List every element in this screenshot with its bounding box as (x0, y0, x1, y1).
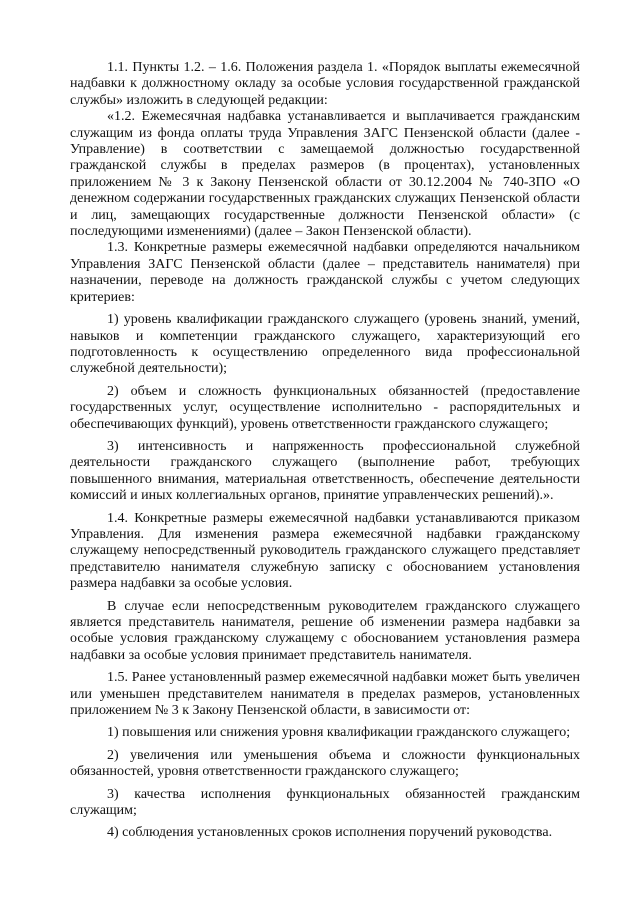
paragraph-1-4-exception: В случае если непосредственным руководителем гражданского служащего является представитель нанимателя, решение об изменении размера надбавки за особые условия гражданскому служащему с обоснованием установления размера надбавки за особые условия принимает представитель нанимателя. (70, 598, 580, 663)
paragraph-1-2: «1.2. Ежемесячная надбавка устанавливается и выплачивается гражданским служащим из фонда оплаты труда Управления ЗАГС Пензенской области (далее - Управление) в соответствии с замещаемой должностью государственной гражданской службы в пределах размеров (в процентах), установленных приложением № 3 к Закону Пензенской области от 30.12.2004 № 740-ЗПО «О денежном содержании государственных гражданских служащих Пензенской области и лиц, замещающих государственные должности Пензенской области» (с последующими изменениями) (далее – Закон Пензенской области). (70, 109, 580, 240)
paragraph-1-5: 1.5. Ранее установленный размер ежемесячной надбавки может быть увеличен или уменьшен представителем нанимателя в пределах размеров, установленных приложением № 3 к Закону Пензенской области, в зависимости от: (70, 670, 580, 719)
paragraph-1-1: 1.1. Пункты 1.2. – 1.6. Положения раздела 1. «Порядок выплаты ежемесячной надбавки к должностному окладу за особые условия государственной гражданской службы» изложить в следующей редакции: (70, 60, 580, 108)
criterion-1: 1) уровень квалификации гражданского служащего (уровень знаний, умений, навыков и компетенции гражданского служащего, характеризующий его подготовленность к осуществлению определенного вида профессиональной служебной деятельности); (70, 312, 580, 377)
condition-2: 2) увеличения или уменьшения объема и сложности функциональных обязанностей, уровня ответственности гражданского служащего; (70, 747, 580, 780)
document-page (70, 60, 580, 842)
paragraph-1-3: 1.3. Конкретные размеры ежемесячной надбавки определяются начальником Управления ЗАГС Пензенской области (далее – представитель нанимателя) при назначении, переводе на должность гражданской службы с учетом следующих критериев: (70, 240, 580, 305)
paragraph-1-4: 1.4. Конкретные размеры ежемесячной надбавки устанавливаются приказом Управления. Для изменения размера ежемесячной надбавки гражданскому служащему непосредственный руководитель гражданского служащего представляет представителю нанимателя служебную записку с обоснованием установления размера надбавки за особые условия. (70, 510, 580, 592)
criterion-3: 3) интенсивность и напряженность профессиональной служебной деятельности гражданского служащего (выполнение работ, требующих повышенного внимания, материальная ответственность, обеспечение деятельности комиссий и иных коллегиальных органов, принятие управленческих решений).». (70, 438, 580, 504)
condition-1: 1) повышения или снижения уровня квалификации гражданского служащего; (107, 725, 571, 741)
criterion-2: 2) объем и сложность функциональных обязанностей (предоставление государственных услуг, осуществление исполнительно - распорядительных и обеспечивающих функций), уровень ответственности гражданского служащего; (70, 383, 580, 432)
condition-4: 4) соблюдения установленных сроков исполнения поручений руководства. (107, 825, 553, 841)
condition-3: 3) качества исполнения функциональных обязанностей гражданским служащим; (70, 786, 580, 819)
